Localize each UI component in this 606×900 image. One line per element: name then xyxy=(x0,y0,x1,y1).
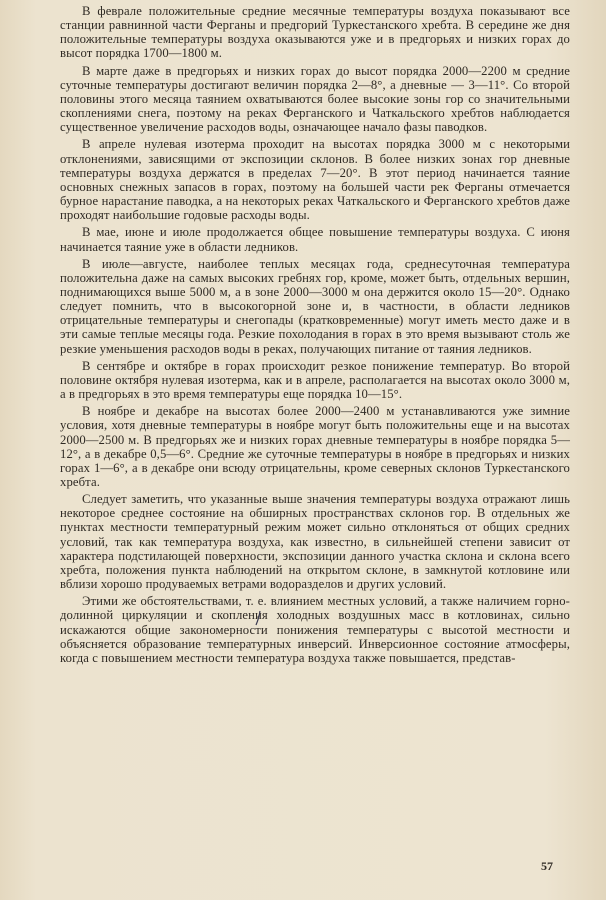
paragraph-local-conditions: Следует заметить, что указанные выше значения температуры воздуха отражают лишь некоторое среднее состояние на обширных пространствах склонов гор. В отдельных же пунктах местности температурный режим может сильно отклоняться от общих средних условий, так как температура воздуха, как известно, в сильнейшей степени зависит от характера подстилающей поверхности, экспозиции данного участка склона и склона всего хребта, положения пункта наблюдений на открытом склоне, в замкнутой котловине или вблизи хорошо продуваемых ветрами водоразделов и других условий. xyxy=(60,492,570,592)
paragraph-september-october: В сентябре и октябре в горах происходит резкое понижение температур. Во второй половине октября нулевая изотерма, как и в апреле, располагается на высотах около 3000 м, а в предгорьях в это время температуры еще порядка 10—15°. xyxy=(60,358,570,402)
pencil-mark-icon xyxy=(253,610,263,626)
paragraph-november-december: В ноябре и декабре на высотах более 2000—2400 м устанавливаются уже зимние условия, хотя дневные температуры в ноябре могут быть положительны еще и на высотах 2000—2500 м. В предгорьях же и низких горах дневные температуры в ноябре порядка 5—12°, а в декабре 0,5—6°. Средние же суточные температуры в ноябре в предгорьях и низких горах 1—6°, а в декабре они всюду отрицательны, кроме северных склонов Туркестанского хребта. xyxy=(60,404,570,489)
page-number: 57 xyxy=(541,859,553,873)
paragraph-february: В феврале положительные средние месячные температуры воздуха показывают все станции равнинной части Ферганы и предгорий Туркестанского хребта. В середине же дня положительные температуры воздуха оказываются уже и в предгорьях и низких горах до высот порядка 1700—1800 м. xyxy=(60,4,570,61)
paragraph-july-august: В июле—августе, наиболее теплых месяцах года, среднесуточная температура положительна даже на самых высоких гребнях гор, кроме, может быть, отдельных вершин, поднимающихся выше 5000 м, а в зоне 2000—3000 м она держится около 15—20°. Однако следует помнить, что в высокогорной зоне и, в частности, в области ледников отрицательные температуры и снегопады (кратковременные) могут иметь место даже и в эти самые теплые месяцы года. Резкие похолодания в горах в это время вызывают столь же резкие уменьшения расходов воды в реках, получающих питание от таяния ледников. xyxy=(60,256,570,356)
paragraph-inversions: Этими же обстоятельствами, т. е. влиянием местных условий, а также наличием горно-долинной циркуляции и скопления холодных воздушных масс в котловинах, сильно искажаются общие закономерности понижения температуры с высотой местности и объясняется образование температурных инверсий. Инверсионное состояние атмосферы, когда с повышением местности температура воздуха также повышается, представ- xyxy=(60,594,570,665)
paragraph-april: В апреле нулевая изотерма проходит на высотах порядка 3000 м с некоторыми отклонениями, зависящими от экспозиции склонов. В более низких зонах гор дневные температуры воздуха держатся в пределах 7—20°. В этот период начинается таяние основных снежных запасов в горах, поэтому на большей части рек Ферганы отмечается бурное нарастание паводка, а на некоторых реках Чаткальского и Ферганского хребтов даже проходят наибольшие годовые расходы воды. xyxy=(60,137,570,223)
paragraph-march: В марте даже в предгорьях и низких горах до высот порядка 2000—2200 м средние суточные температуры достигают величин порядка 2—8°, а дневные — 3—11°. Со второй половины этого месяца таянием охватываются более высокие зоны гор со значительными скоплениями снега, поэтому на реках Ферганского и Чаткальского хребтов наблюдается существенное увеличение расходов воды, означающее начало фазы паводков. xyxy=(60,63,570,135)
body-text xyxy=(60,4,570,668)
paragraph-may-july: В мае, июне и июле продолжается общее повышение температуры воздуха. С июня начинается таяние уже в области ледников. xyxy=(60,225,570,254)
